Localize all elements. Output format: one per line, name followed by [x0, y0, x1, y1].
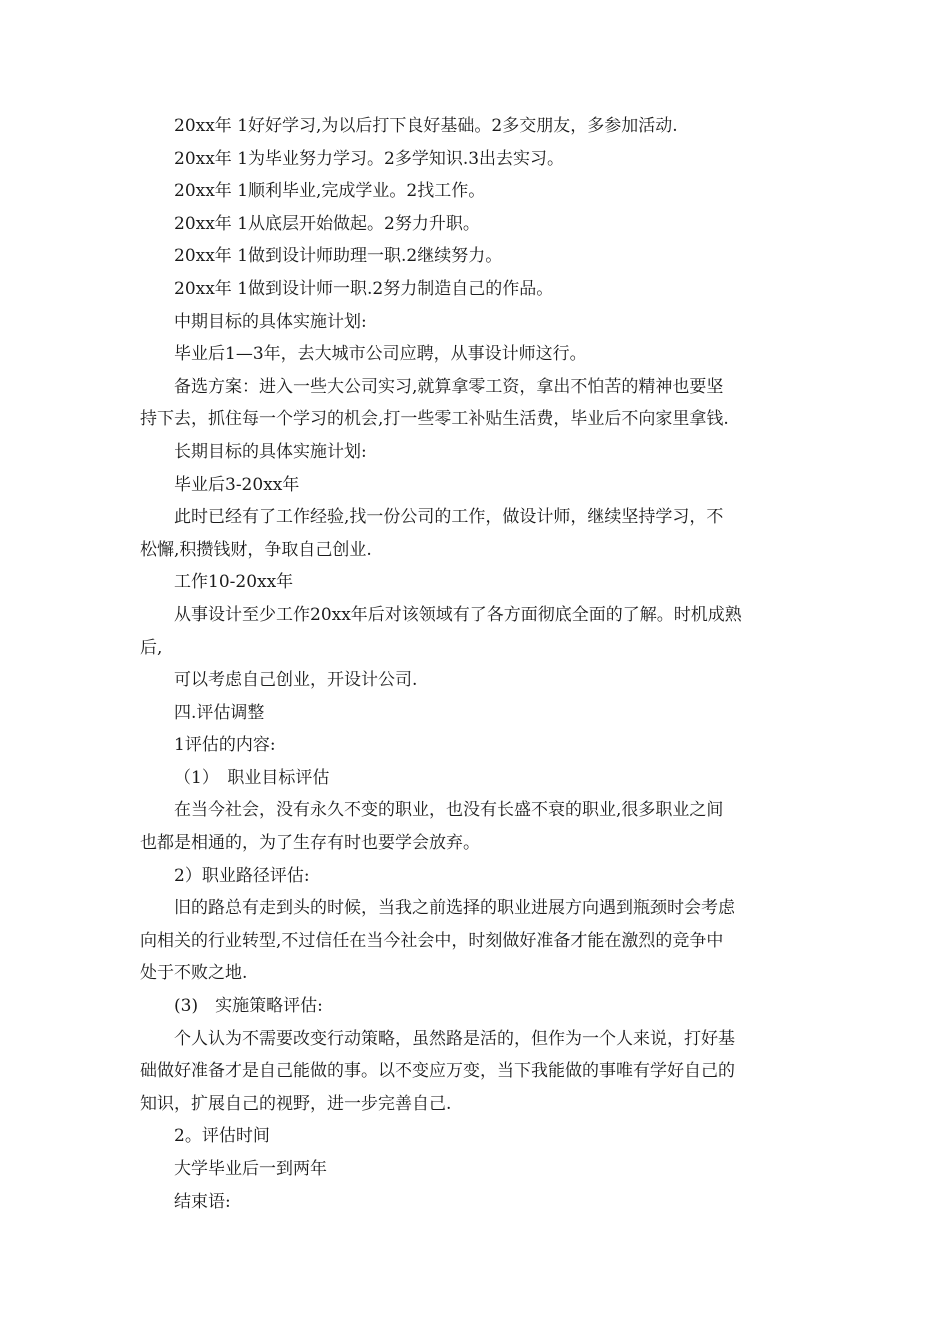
text-line: 此时已经有了工作经验,找一份公司的工作，做设计师，继续坚持学习，不: [174, 507, 724, 528]
text-line: 毕业后3-20xx年: [174, 474, 300, 495]
text-line: 20xx年 1好好学习,为以后打下良好基础。2多交朋友，多参加活动.: [174, 116, 678, 136]
text-line: 结束语:: [174, 1191, 231, 1212]
text-line: 处于不败之地.: [140, 963, 248, 984]
text-line: 旧的路总有走到头的时候，当我之前选择的职业进展方向遇到瓶颈时会考虑: [174, 898, 735, 919]
text-line: 在当今社会，没有永久不变的职业，也没有长盛不衰的职业,很多职业之间: [174, 800, 724, 821]
text-line: 大学毕业后一到两年: [174, 1159, 327, 1179]
text-line: 20xx年 1做到设计师一职.2努力制造自己的作品。: [174, 278, 554, 299]
text-line: (3) 实施策略评估:: [174, 996, 323, 1017]
text-line: 后,: [140, 637, 163, 658]
text-line: 毕业后1—3年，去大城市公司应聘，从事设计师这行。: [174, 344, 587, 365]
text-line: 松懈,积攒钱财，争取自己创业.: [140, 539, 372, 560]
text-line: 1评估的内容:: [174, 735, 276, 756]
text-line: 持下去，抓住每一个学习的机会,打一些零工补贴生活费，毕业后不向家里拿钱.: [140, 409, 729, 430]
text-line: 20xx年 1为毕业努力学习。2多学知识.3出去实习。: [174, 148, 565, 169]
text-line: 也都是相通的，为了生存有时也要学会放弃。: [140, 833, 480, 854]
text-line: 工作10-20xx年: [174, 572, 294, 593]
text-line: 向相关的行业转型,不过信任在当今社会中，时刻做好准备才能在激烈的竞争中: [140, 930, 724, 951]
document-body: [140, 110, 820, 1218]
text-line: （1） 职业目标评估: [174, 767, 330, 788]
text-line: 20xx年 1做到设计师助理一职.2继续努力。: [174, 246, 503, 267]
text-line: 知识，扩展自己的视野，进一步完善自己.: [140, 1093, 452, 1114]
text-line: 20xx年 1从底层开始做起。2努力升职。: [174, 213, 480, 234]
text-line: 2）职业路径评估:: [174, 865, 310, 886]
text-line: 备选方案：进入一些大公司实习,就算拿零工资，拿出不怕苦的精神也要坚: [174, 376, 724, 397]
text-line: 四.评估调整: [174, 702, 265, 723]
text-line: 20xx年 1顺利毕业,完成学业。2找工作。: [174, 181, 486, 202]
text-line: 个人认为不需要改变行动策略，虽然路是活的，但作为一个人来说，打好基: [174, 1028, 735, 1049]
text-line: 础做好准备才是自己能做的事。以不变应万变，当下我能做的事唯有学好自己的: [140, 1061, 735, 1082]
text-line: 可以考虑自己创业，开设计公司.: [174, 670, 418, 691]
text-line: 长期目标的具体实施计划:: [174, 441, 367, 462]
text-line: 从事设计至少工作20xx年后对该领域有了各方面彻底全面的了解。时机成熟: [174, 604, 742, 625]
text-line: 2。评估时间: [174, 1126, 270, 1147]
text-line: 中期目标的具体实施计划:: [174, 311, 367, 332]
